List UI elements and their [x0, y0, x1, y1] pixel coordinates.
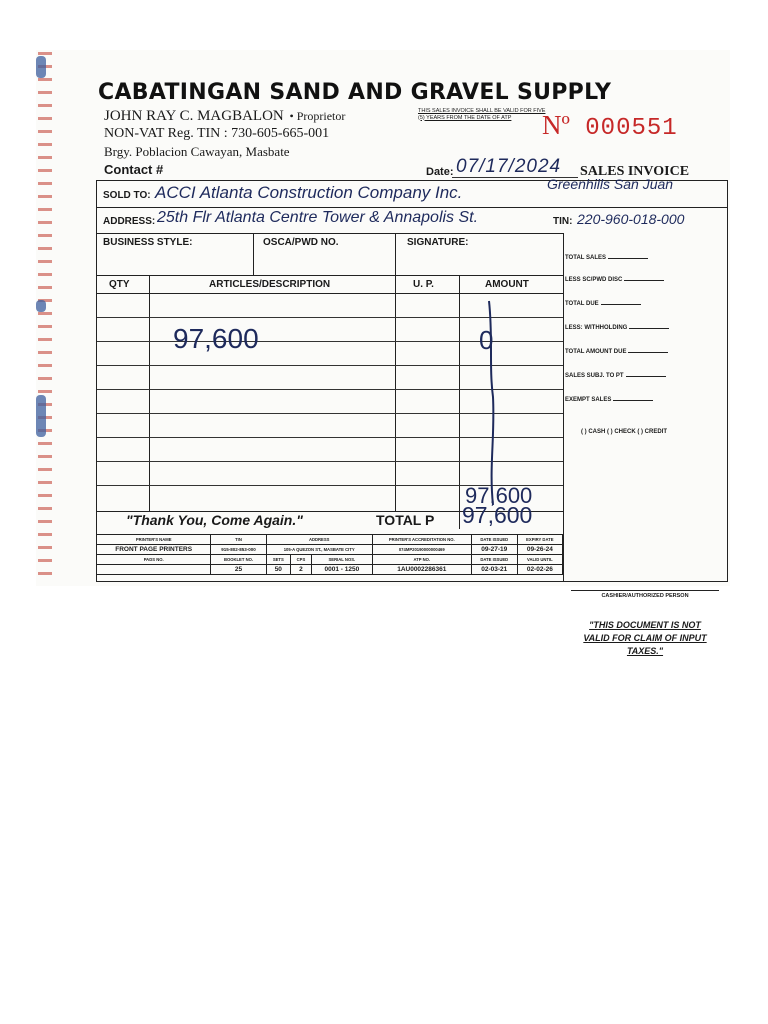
- signature-label: SIGNATURE:: [407, 237, 469, 248]
- serial-nos-header: SERIAL NOS.: [311, 555, 372, 565]
- column-divider: [149, 275, 150, 511]
- sets: 50: [266, 565, 290, 575]
- col-amount: AMOUNT: [485, 279, 529, 290]
- printer-name: FRONT PAGE PRINTERS: [97, 545, 211, 555]
- accreditation-date: 09-27-19: [471, 545, 517, 555]
- accreditation-date-header: DATE ISSUED: [471, 535, 517, 545]
- col-unit-price: U. P.: [413, 279, 434, 290]
- business-name: CABATINGAN SAND AND GRAVEL SUPPLY: [98, 80, 612, 105]
- column-divider: [395, 275, 396, 511]
- table-row-line: [97, 293, 563, 294]
- address-value: 25th Flr Atlanta Centre Tower & Annapolis St.: [157, 209, 479, 226]
- invoice-number-symbol: Nº: [542, 110, 570, 140]
- serial-nos: 0001 - 1250: [311, 565, 372, 575]
- cashier-signature-line: [571, 590, 719, 591]
- printer-address: 105-A QUEZON ST., MASBATE CITY: [266, 545, 372, 555]
- cps-header: CPS: [291, 555, 312, 565]
- divider: [97, 233, 563, 234]
- sets-header: SETS: [266, 555, 290, 565]
- edge-ink-mark: [36, 56, 46, 78]
- less-withholding-label: LESS: WITHHOLDING: [565, 325, 669, 331]
- total-value: 97,600: [462, 502, 533, 528]
- column-divider: [395, 233, 396, 275]
- printer-name-header: PRINTER'S NAME: [97, 535, 211, 545]
- thank-you-message: "Thank You, Come Again.": [126, 512, 303, 528]
- divider: [97, 275, 563, 276]
- tin-value: 220-960-018-000: [577, 211, 685, 227]
- atp-no: 1AU0002286361: [372, 565, 471, 575]
- valid-until: 02-02-26: [517, 565, 562, 575]
- edge-ink-mark: [36, 300, 46, 312]
- printer-address-header: ADDRESS: [266, 535, 372, 545]
- invoice-number-value: 000551: [585, 115, 678, 142]
- subtotal-amount: 97,600: [465, 483, 533, 508]
- accreditation-expiry: 09-26-24: [517, 545, 562, 555]
- tin-label: TIN:: [553, 216, 573, 227]
- edge-ink-mark: [36, 395, 46, 437]
- invoice-number: [542, 110, 678, 142]
- payment-options: ( ) CASH ( ) CHECK ( ) CREDIT: [581, 429, 667, 435]
- printer-info-table: [96, 534, 563, 575]
- sold-to-label: SOLD TO:: [103, 190, 151, 201]
- total-label: TOTAL P: [376, 512, 435, 528]
- input-tax-disclaimer: "THIS DOCUMENT IS NOT VALID FOR CLAIM OF INPUT TAXES.": [583, 620, 707, 656]
- pads-no: [97, 565, 211, 575]
- business-address: Brgy. Poblacion Cawayan, Masbate: [104, 144, 290, 159]
- proprietor-tag: • Proprietor: [289, 109, 346, 123]
- business-style-label: BUSINESS STYLE:: [103, 237, 193, 248]
- address-label: ADDRESS:: [103, 216, 156, 227]
- osca-pwd-label: OSCA/PWD NO.: [263, 237, 339, 248]
- sold-to-value: ACCI Atlanta Construction Company Inc.: [155, 183, 463, 202]
- date-label: Date:: [426, 166, 454, 178]
- less-sc-pwd-label: LESS SC/PWD DISC: [565, 277, 664, 283]
- printer-accreditation-no: 074MP20190000000469: [372, 545, 471, 555]
- proprietor-name: JOHN RAY C. MAGBALON: [104, 108, 284, 124]
- contact-label: Contact #: [104, 162, 164, 177]
- accreditation-expiry-header: EXPIRY DATE: [517, 535, 562, 545]
- printer-accreditation-header: PRINTER'S ACCREDITATION NO.: [372, 535, 471, 545]
- atp-date: 02-03-21: [471, 565, 517, 575]
- column-divider: [563, 233, 564, 581]
- sold-to-extra: Greenhills San Juan: [547, 176, 674, 192]
- atp-no-header: ATP NO.: [372, 555, 471, 565]
- sales-invoice: [96, 78, 728, 656]
- proprietor-line: [104, 108, 345, 125]
- date-value: 07/17/2024: [456, 156, 562, 177]
- booklet-no-header: BOOKLET NO.: [211, 555, 266, 565]
- total-sales-label: TOTAL SALES: [565, 255, 648, 261]
- col-description: ARTICLES/DESCRIPTION: [209, 279, 331, 290]
- total-due-label: TOTAL DUE: [565, 301, 641, 307]
- pads-no-header: PADS NO.: [97, 555, 211, 565]
- booklet-no: 25: [211, 565, 266, 575]
- validity-note: THIS SALES INVOICE SHALL BE VALID FOR FIVE (5) YEARS FROM THE DATE OF ATP: [418, 108, 546, 121]
- divider: [97, 207, 727, 208]
- amount-mark: 0: [479, 325, 494, 355]
- total-amount-due-label: TOTAL AMOUNT DUE: [565, 349, 668, 355]
- printer-tin-header: TIN: [211, 535, 266, 545]
- business-tin: NON-VAT Reg. TIN : 730-605-665-001: [104, 126, 330, 141]
- valid-until-header: VALID UNTIL: [517, 555, 562, 565]
- cps: 2: [291, 565, 312, 575]
- sales-subj-pt-label: SALES SUBJ. TO PT: [565, 373, 666, 379]
- col-qty: QTY: [109, 279, 130, 290]
- printer-tin: 915-802-853-000: [211, 545, 266, 555]
- exempt-sales-label: EXEMPT SALES: [565, 397, 653, 403]
- atp-date-header: DATE ISSUED: [471, 555, 517, 565]
- column-divider: [253, 233, 254, 275]
- document-type: SALES INVOICE: [580, 164, 690, 179]
- column-divider: [459, 275, 460, 529]
- perforated-edge: [38, 52, 52, 582]
- cashier-label: CASHIER/AUTHORIZED PERSON: [601, 593, 689, 599]
- table-row: 97,600: [173, 323, 259, 354]
